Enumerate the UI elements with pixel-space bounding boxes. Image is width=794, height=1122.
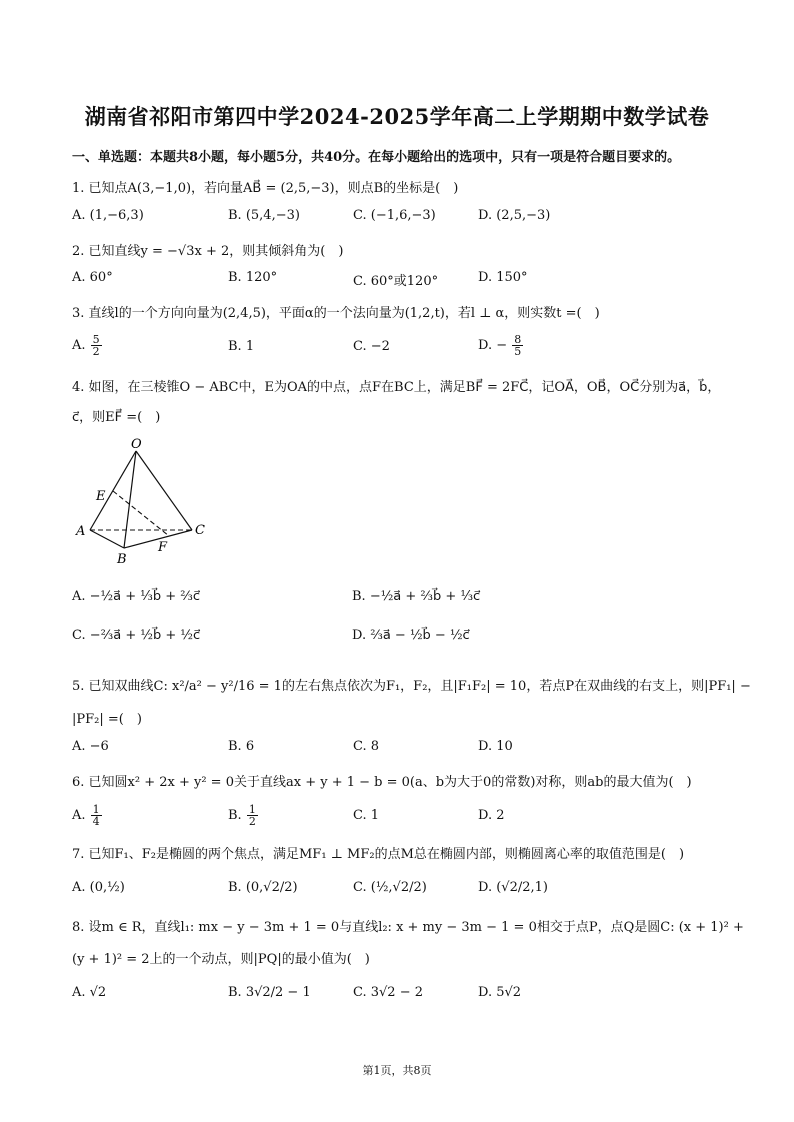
edge-ab <box>90 530 124 548</box>
question-6-option-d: D. 2 <box>478 808 505 823</box>
segment-ef <box>113 491 169 536</box>
option-label: A. <box>72 338 86 353</box>
question-8-stem-line2: (y + 1)² = 2上的一个动点，则|PQ|的最小值为( ) <box>72 952 370 967</box>
option-label: A. <box>72 808 86 823</box>
question-6-option-c: C. 1 <box>353 808 380 823</box>
question-4-option-d: D. ⅔a⃗ − ½b⃗ − ½c⃗ <box>352 628 470 643</box>
question-1-option-a: A. (1,−6,3) <box>72 208 144 223</box>
fraction: $\frac{1}{4}$ <box>92 803 100 828</box>
question-4-stem-line2: c⃗，则EF⃗ =( ) <box>72 410 161 425</box>
edge-oc <box>136 451 192 530</box>
question-8-option-c: C. 3√2 − 2 <box>353 985 424 1000</box>
label-c: C <box>195 523 205 538</box>
label-f: F <box>158 540 168 555</box>
question-2-option-b: B. 120° <box>228 270 278 285</box>
question-4-option-a: A. −½a⃗ + ⅓b⃗ + ⅔c⃗ <box>72 589 201 604</box>
option-label: B. <box>228 808 242 823</box>
question-3-option-a <box>72 334 103 357</box>
question-3-option-b: B. 1 <box>228 339 255 354</box>
question-4-option-c: C. −⅔a⃗ + ½b⃗ + ½c⃗ <box>72 628 201 643</box>
question-6-option-a <box>72 804 103 827</box>
question-8-option-b: B. 3√2/2 − 1 <box>228 985 311 1000</box>
question-6-stem: 6. 已知圆x² + 2x + y² = 0关于直线ax + y + 1 − b = 0(a、b为大于0的常数)对称，则ab的最大值为( ) <box>72 775 692 790</box>
question-7-option-d: D. (√2/2,1) <box>478 880 548 895</box>
question-4-stem-line1: 4. 如图，在三棱锥O − ABC中，E为OA的中点，点F在BC上，满足BF⃗ = 2FC⃗，记OA⃗，OB⃗，OC⃗分别为a⃗，b⃗， <box>72 380 721 395</box>
question-7-option-c: C. (½,√2/2) <box>353 880 427 895</box>
question-1-option-d: D. (2,5,−3) <box>478 208 551 223</box>
question-2-option-a: A. 60° <box>72 270 113 285</box>
question-7-option-a: A. (0,½) <box>72 880 125 895</box>
question-3-option-d <box>478 334 524 357</box>
question-5-stem-line1: 5. 已知双曲线C: x²/a² − y²/16 = 1的左右焦点依次为F₁，F₂，且|F₁F₂| = 10，若点P在双曲线的右支上，则|PF₁| − <box>72 679 751 694</box>
question-7-stem: 7. 已知F₁、F₂是椭圆的两个焦点，满足MF₁ ⊥ MF₂的点M总在椭圆内部，则椭圆离心率的取值范围是( ) <box>72 847 685 862</box>
fraction: $\frac{5}{2}$ <box>92 333 100 358</box>
question-8-option-a: A. √2 <box>72 985 107 1000</box>
question-5-stem-line2: |PF₂| =( ) <box>72 712 142 727</box>
question-8-stem-line1: 8. 设m ∈ R，直线l₁: mx − y − 3m + 1 = 0与直线l₂: x + my − 3m − 1 = 0相交于点P，点Q是圆C: (x + 1)² + <box>72 920 744 935</box>
edge-ob <box>124 451 136 548</box>
label-b: B <box>117 552 127 567</box>
label-e: E <box>96 489 106 504</box>
question-2-stem: 2. 已知直线y = −√3x + 2，则其倾斜角为( ) <box>72 244 344 259</box>
question-1-option-b: B. (5,4,−3) <box>228 208 300 223</box>
question-5-option-c: C. 8 <box>353 739 380 754</box>
question-2-option-d: D. 150° <box>478 270 528 285</box>
page-title: 湖南省祁阳市第四中学2024-2025学年高二上学期期中数学试卷 <box>84 104 710 129</box>
question-7-option-b: B. (0,√2/2) <box>228 880 298 895</box>
page-footer: 第1页，共8页 <box>362 1064 432 1077</box>
fraction: $\frac{1}{2}$ <box>248 803 256 828</box>
tetrahedron-diagram <box>74 436 214 570</box>
question-5-option-d: D. 10 <box>478 739 513 754</box>
question-2-option-c: C. 60°或120° <box>353 274 439 289</box>
label-a: A <box>76 524 86 539</box>
question-1-option-c: C. (−1,6,−3) <box>353 208 436 223</box>
question-5-option-b: B. 6 <box>228 739 255 754</box>
question-6-option-b <box>228 804 259 827</box>
question-8-option-d: D. 5√2 <box>478 985 522 1000</box>
label-o: O <box>131 437 142 452</box>
fraction: $\frac{8}{5}$ <box>514 333 522 358</box>
option-label: D. − <box>478 338 508 353</box>
tetrahedron-figure <box>74 436 214 570</box>
question-1-stem: 1. 已知点A(3,−1,0)，若向量AB⃗ = (2,5,−3)，则点B的坐标是( ) <box>72 181 459 196</box>
question-4-option-b: B. −½a⃗ + ⅔b⃗ + ⅓c⃗ <box>352 589 481 604</box>
question-3-option-c: C. −2 <box>353 339 390 354</box>
question-5-option-a: A. −6 <box>72 739 109 754</box>
question-3-stem: 3. 直线l的一个方向向量为(2,4,5)，平面α的一个法向量为(1,2,t)，若l ⊥ α，则实数t =( ) <box>72 306 600 321</box>
section-heading: 一、单选题：本题共8小题，每小题5分，共40分。在每小题给出的选项中，只有一项是符合题目要求的。 <box>72 150 681 165</box>
